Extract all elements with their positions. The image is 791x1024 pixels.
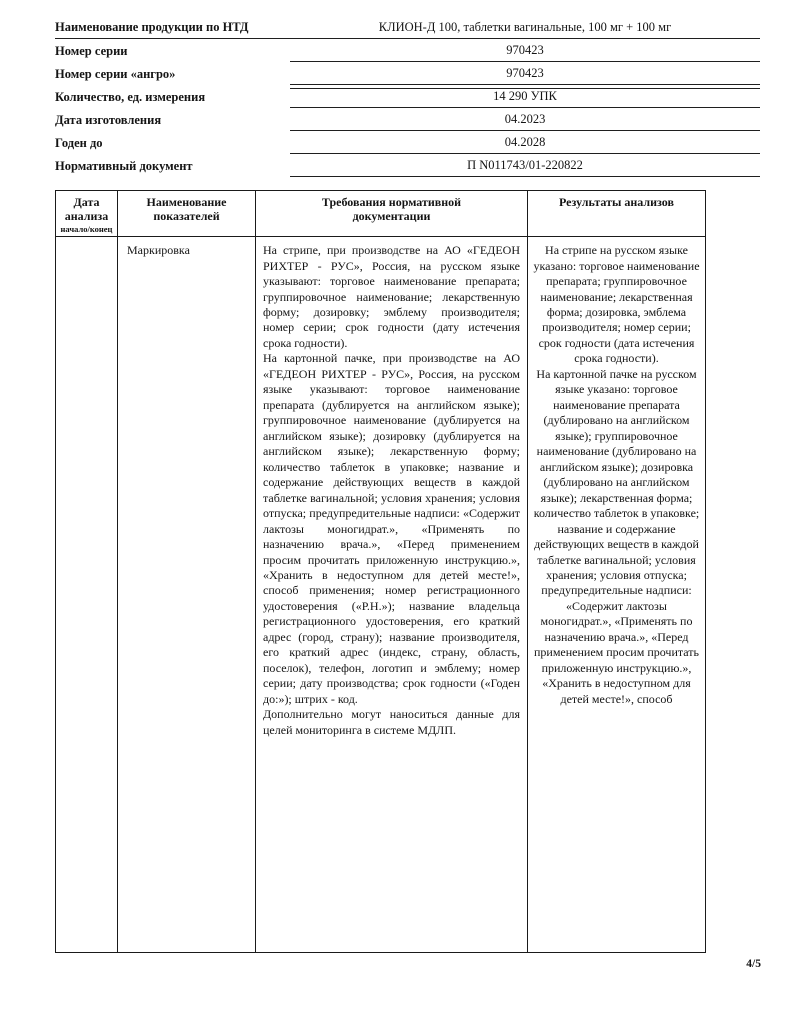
requirements-paragraph: На стрипе, при производстве на АО «ГЕДЕОН РИХТЕР - РУС», Россия, на русском языке указывают: торговое наименование препарата; группировочное наименование; лекарственную форму; дозировку; эмблему производителя; номер серии; срок годности (дату истечения срока годности). <box>263 243 520 350</box>
column-header-requirements-title: Требования нормативной документации <box>321 195 462 224</box>
results-paragraph: На стрипе на русском языке указано: торговое наименование препарата; группировочное наименование; лекарственная форма; дозировка, эмблема производителя; номер серии; срок годности (дата истечения срока годности). <box>533 243 700 366</box>
field-label-series-number: Номер серии <box>55 44 128 59</box>
cell-indicator: Маркировка <box>118 237 256 953</box>
cell-analysis-date <box>56 237 118 953</box>
field-value-quantity: 14 290 УПК <box>290 88 760 108</box>
column-header-results <box>528 191 706 237</box>
column-header-analysis-date <box>56 191 118 237</box>
table-row <box>56 237 706 953</box>
field-row-product-name <box>55 16 760 39</box>
field-row-quantity <box>55 85 760 108</box>
column-header-analysis-date-title: Дата анализа <box>64 195 109 224</box>
field-value-expiry-date: 04.2028 <box>290 135 760 154</box>
column-header-indicator <box>118 191 256 237</box>
field-value-series-number: 970423 <box>290 43 760 62</box>
page-number: 4/5 <box>746 958 761 970</box>
field-value-manufacture-date: 04.2023 <box>290 112 760 131</box>
analysis-table-header <box>56 191 706 237</box>
column-header-analysis-date-subtitle: начало/конец <box>60 223 113 234</box>
field-label-product-name: Наименование продукции по НТД <box>55 20 249 35</box>
header-fields <box>55 16 760 177</box>
results-paragraph: На картонной пачке на русском языке указано: торговое наименование препарата (дублировано на английском языке); группировочное наименование (дублировано на английском языке); дозировка (дублировано на английском языке); лекарственная форма; количество таблеток в упаковке; название и содержание действующих веществ в каждой таблетке вагинальной; условия хранения; условия отпуска; предупредительные надписи: «Содержит лактозы моногидрат.», «Применять по назначению врача.», «Перед применением просим прочитать приложенную инструкцию.», «Хранить в недоступном для детей месте!», способ <box>533 366 700 706</box>
field-label-normative-document: Нормативный документ <box>55 159 193 174</box>
column-header-indicator-title: Наименование показателей <box>146 195 227 224</box>
requirements-paragraph: Дополнительно могут наноситься данные для целей мониторинга в системе МДЛП. <box>263 707 520 737</box>
field-value-normative-document: П N011743/01-220822 <box>290 158 760 177</box>
field-row-manufacture-date <box>55 108 760 131</box>
field-row-expiry-date <box>55 131 760 154</box>
field-row-series-number-angro <box>55 62 760 85</box>
field-row-series-number <box>55 39 760 62</box>
cell-results <box>528 237 706 953</box>
requirements-paragraph: На картонной пачке, при производстве на АО «ГЕДЕОН РИХТЕР - РУС», Россия, на русском языке указывают: торговое наименование препарата (дублируется на английском языке); группировочное наименование (дублируется на английском языке); дозировку (дублируется на английском языке); лекарственную форму; количество таблеток в упаковке; название и содержание действующих веществ в каждой таблетке вагинальной; условия хранения; условия отпуска; предупредительные надписи: «Содержит лактозы моногидрат.», «Применять по назначению врача.», «Перед применением просим прочитать приложенную инструкцию.», «Хранить в недоступном для детей месте!», способ применения; номер регистрационного удостоверения («Р.Н.»); название владельца регистрационного удостоверения, его краткий адрес (город, страну); название производителя, его краткий адрес (индекс, страну, область, поселок), телефон, логотип и эмблему; номер серии; дату производства; срок годности («Годен до:»); штрих - код. <box>263 351 520 706</box>
field-label-manufacture-date: Дата изготовления <box>55 113 162 128</box>
analysis-table <box>55 190 706 953</box>
cell-requirements <box>256 237 528 953</box>
field-label-quantity: Количество, ед. измерения <box>55 90 206 105</box>
field-row-normative-document <box>55 154 760 177</box>
field-value-series-number-angro: 970423 <box>290 66 760 85</box>
column-header-requirements <box>256 191 528 237</box>
analysis-table-body <box>56 237 706 953</box>
field-label-series-number-angro: Номер серии «ангро» <box>55 67 176 82</box>
field-label-expiry-date: Годен до <box>55 136 103 151</box>
column-header-results-title: Результаты анализов <box>559 195 674 209</box>
field-value-product-name: КЛИОН-Д 100, таблетки вагинальные, 100 мг + 100 мг <box>378 20 672 35</box>
